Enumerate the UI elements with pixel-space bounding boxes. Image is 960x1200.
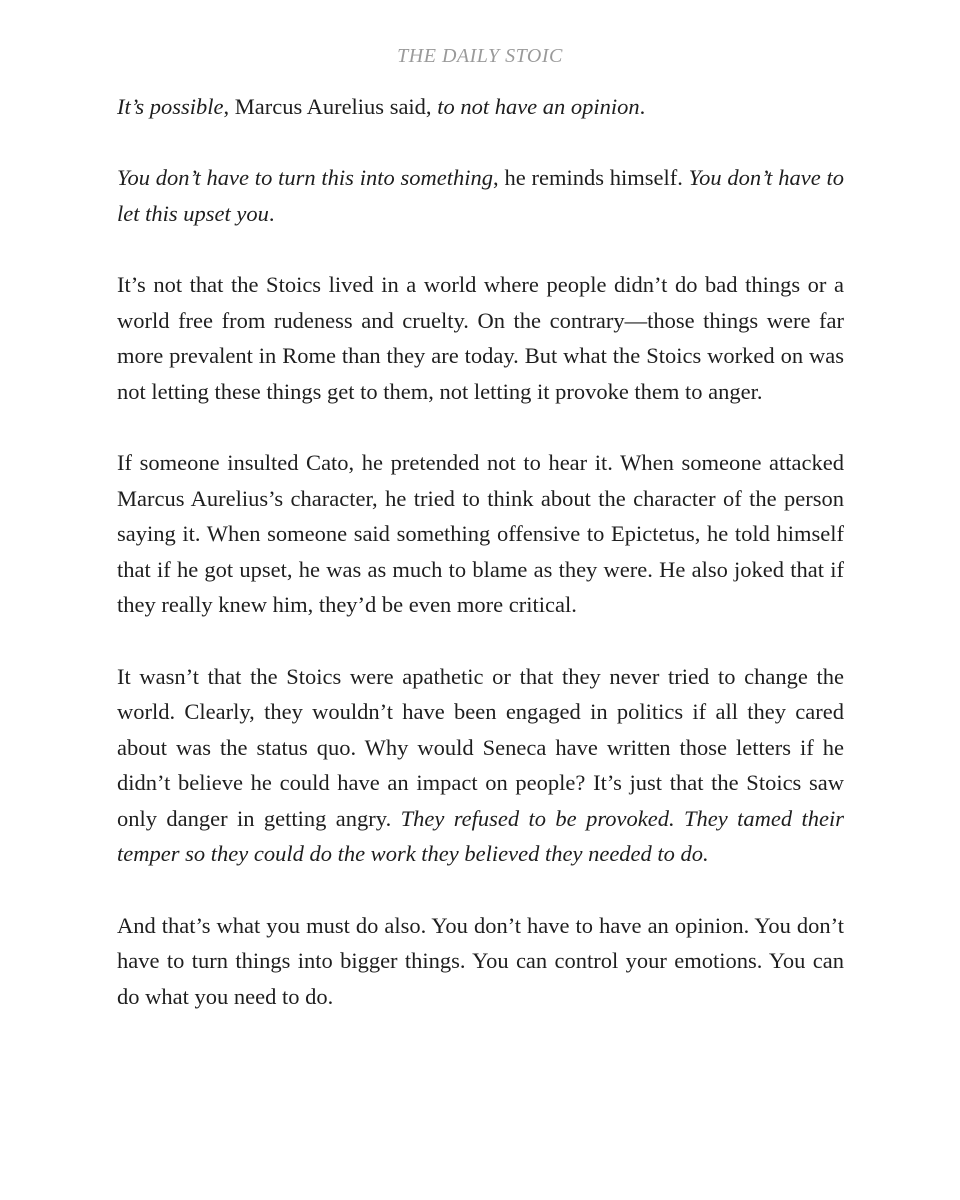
text-span: And that’s what you must do also. You don’t have to have an opinion. You don’t have to turn things into bigger things. You can control your emotions. You can do what you need to do. (117, 912, 844, 1009)
text-italic: You don’t have to turn this into something (117, 165, 494, 191)
paragraph-6 (117, 908, 844, 1015)
text-italic: to not have an opinion (437, 94, 640, 119)
text-span: , he reminds himself. (493, 165, 689, 191)
body-text (117, 89, 844, 1014)
paragraph-4 (117, 445, 844, 623)
running-header: THE DAILY STOIC (397, 45, 563, 67)
paragraph-5 (117, 659, 844, 873)
text-span: It’s not that the Stoics lived in a world where people didn’t do bad things or a world free from rudeness and cruelty. On the contrary—those things were far more prevalent in Rome than they are today. But what the Stoics worked on was not letting these things get to them, not letting it provoke them to anger. (117, 271, 844, 404)
text-span: . (268, 200, 275, 226)
text-span: It wasn’t that the Stoics were apathetic or that they never tried to change the world. Clearly, they wouldn’t have been engaged in politics if all they cared about was the status quo. Why would Seneca have written those letters if he didn’t believe he could have an impact on people? It’s just that the Stoics saw only danger in getting angry. (117, 663, 844, 831)
text-span: . (639, 94, 646, 119)
paragraph-3 (117, 267, 844, 409)
paragraph-2 (117, 160, 844, 231)
text-italic: You don’t have to let this upset you (117, 165, 844, 226)
text-italic: They refused to be provoked. They tamed their temper so they could do the work they believed they needed to do. (117, 805, 844, 867)
text-italic: It’s possible (117, 94, 224, 119)
paragraph-1 (117, 89, 844, 125)
text-span: If someone insulted Cato, he pretended not to hear it. When someone attacked Marcus Aurelius’s character, he tried to think about the character of the person saying it. When someone said something offensive to Epictetus, he told himself that if he got upset, he was as much to blame as they were. He also joked that if they really knew him, they’d be even more critical. (117, 449, 844, 618)
text-span: , Marcus Aurelius said, (223, 94, 438, 119)
